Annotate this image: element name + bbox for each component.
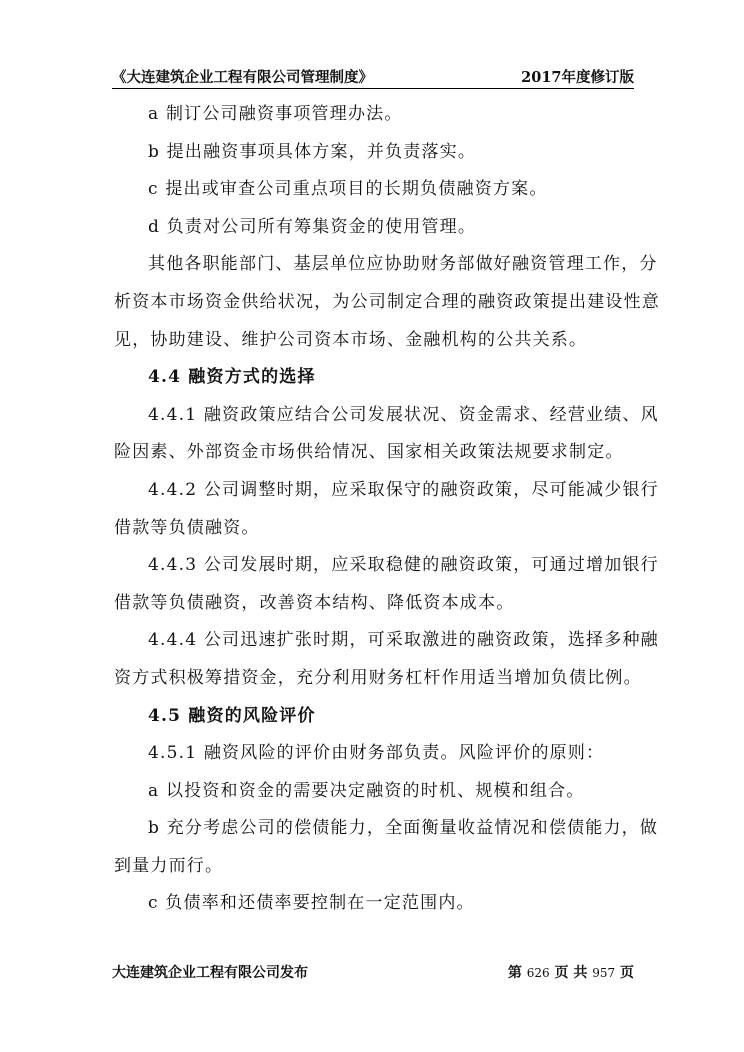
section-heading: 4.5 融资的风险评价: [148, 705, 316, 726]
document-body: [114, 96, 660, 923]
list-item: a 以投资和资金的需要决定融资的时机、规模和组合。: [148, 780, 585, 801]
paragraph-line: 析资本市场资金供给状况，为公司制定合理的融资政策提出建设性意: [114, 291, 660, 312]
document-title: 《大连建筑企业工程有限公司管理制度》: [112, 69, 373, 86]
list-item: d 负责对公司所有筹集资金的使用管理。: [148, 216, 477, 237]
publisher-label: 大连建筑企业工程有限公司发布: [112, 965, 308, 981]
total-pages: 957: [592, 966, 616, 980]
list-item: b 提出融资事项具体方案，并负责落实。: [148, 141, 477, 162]
paragraph-line: 4.4.2 公司调整时期，应采取保守的融资政策，尽可能减少银行: [148, 479, 659, 500]
page-suffix: 页: [620, 965, 634, 981]
paragraph-line: 4.4.4 公司迅速扩张时期，可采取激进的融资政策，选择多种融: [148, 630, 659, 651]
list-item: c 提出或审查公司重点项目的长期负债融资方案。: [148, 179, 548, 200]
list-item: b 充分考虑公司的偿债能力，全面衡量收益情况和偿债能力，做: [148, 818, 659, 839]
paragraph-line: 4.4.1 融资政策应结合公司发展状况、资金需求、经营业绩、风: [148, 404, 659, 425]
list-item: a 制订公司融资事项管理办法。: [148, 104, 403, 124]
page-middle: 页 共: [554, 965, 588, 981]
page-prefix: 第: [507, 965, 522, 981]
paragraph-line: 4.4.3 公司发展时期，应采取稳健的融资政策，可通过增加银行: [148, 555, 659, 576]
edition-label: 2017年度修订版: [521, 69, 634, 86]
paragraph-line: 险因素、外部资金市场供给情况、国家相关政策法规要求制定。: [114, 442, 624, 463]
current-page: 626: [526, 966, 550, 980]
paragraph-line: 其他各职能部门、基层单位应协助财务部做好融资管理工作，分: [148, 254, 658, 275]
paragraph-line: 到量力而行。: [114, 855, 224, 876]
section-heading: 4.4 融资方式的选择: [148, 367, 316, 388]
page-header: [112, 62, 634, 89]
page-number: [508, 962, 634, 982]
paragraph-line: 4.5.1 融资风险的评价由财务部负责。风险评价的原则：: [148, 743, 605, 764]
list-item: c 负债率和还债率要控制在一定范围内。: [148, 893, 475, 914]
paragraph-line: 资方式积极筹措资金，充分利用财务杠杆作用适当增加负债比例。: [114, 667, 642, 688]
paragraph-line: 借款等负债融资，改善资本结构、降低资本成本。: [114, 592, 515, 613]
paragraph-line: 借款等负债融资。: [114, 517, 260, 538]
paragraph-line: 见，协助建设、维护公司资本市场、金融机构的公共关系。: [114, 329, 588, 350]
